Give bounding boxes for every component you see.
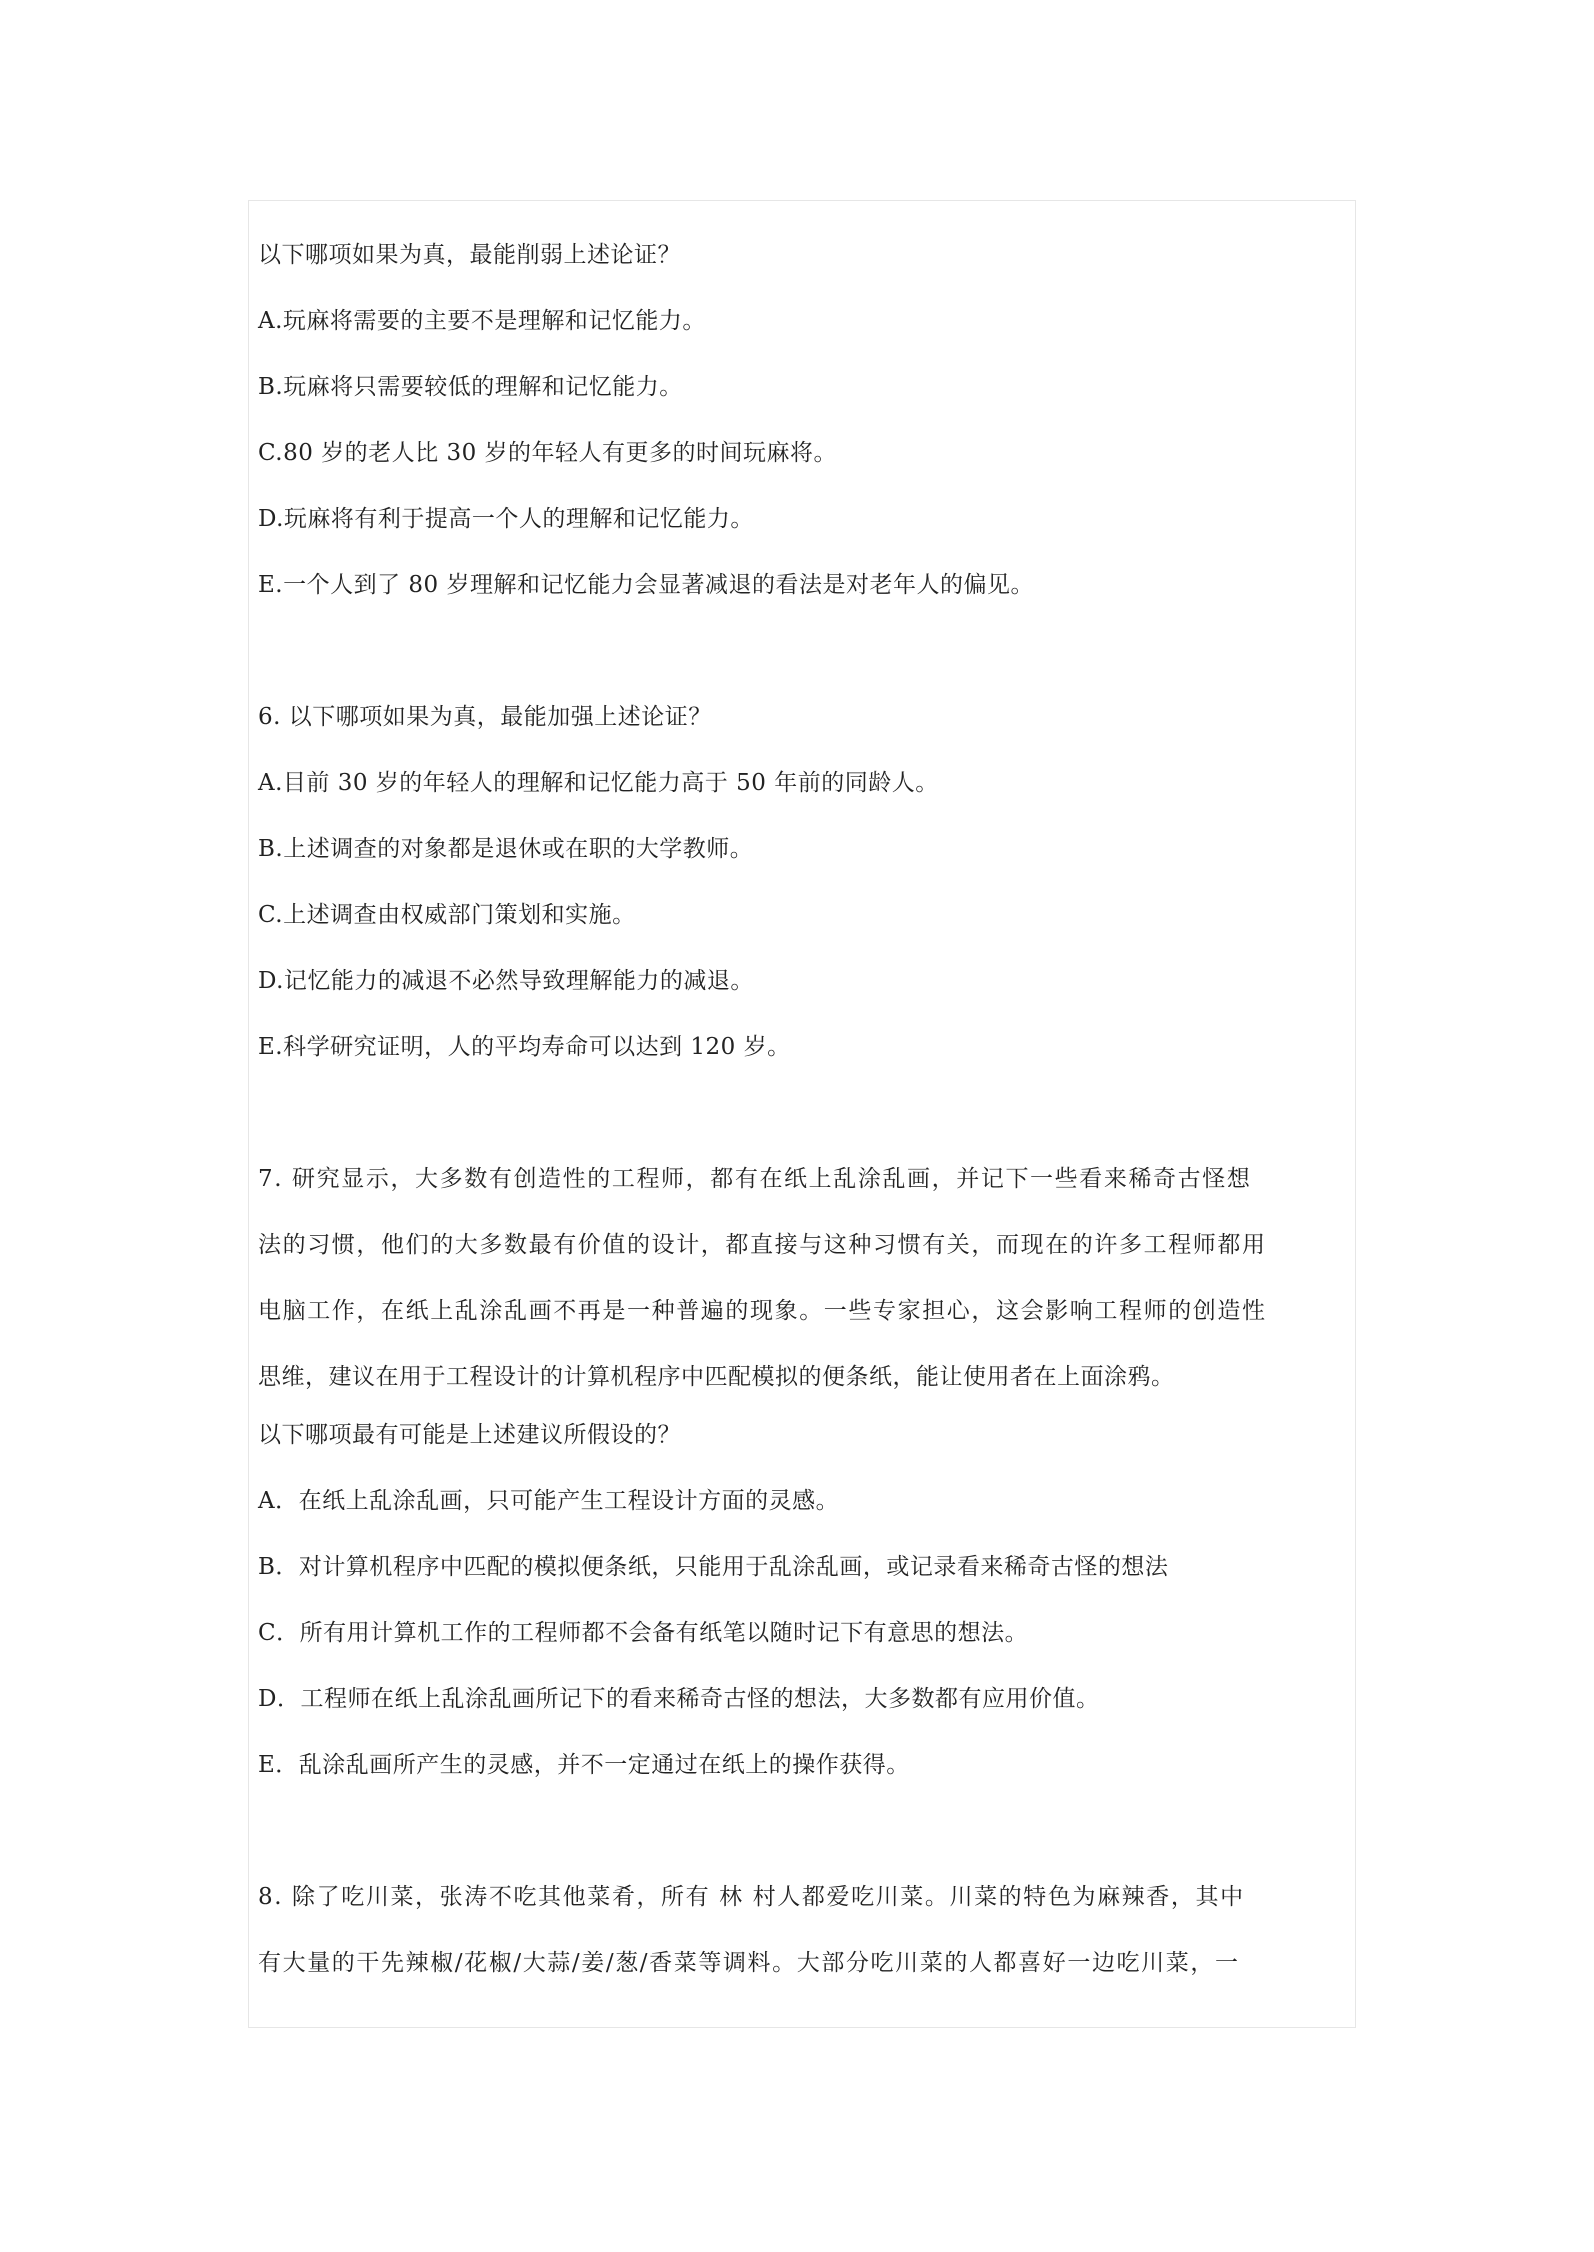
passage-line: 有大量的干先辣椒/花椒/大蒜/姜/葱/香菜等调料。大部分吃川菜的人都喜好一边吃川菜，一 xyxy=(258,1950,1240,1976)
question-block-6 xyxy=(258,684,1348,1080)
option-d: D．工程师在纸上乱涂乱画所记下的看来稀奇古怪的想法，大多数都有应用价值。 xyxy=(258,1686,1100,1712)
question-block-8 xyxy=(258,1864,1348,1996)
option-a: A.玩麻将需要的主要不是理解和记忆能力。 xyxy=(258,308,706,334)
spacer xyxy=(258,1798,1348,1864)
option-d: D.玩麻将有利于提高一个人的理解和记忆能力。 xyxy=(258,506,754,532)
passage-line: 法的习惯，他们的大多数最有价值的设计，都直接与这种习惯有关，而现在的许多工程师都用 xyxy=(258,1232,1267,1258)
option-e: E．乱涂乱画所产生的灵感，并不一定通过在纸上的操作获得。 xyxy=(258,1752,910,1778)
passage-line: 8. 除了吃川菜，张涛不吃其他菜肴，所有 林 村人都爱吃川菜。川菜的特色为麻辣香，其中 xyxy=(258,1884,1245,1910)
question-block-5 xyxy=(258,222,1348,618)
question-stem: 6. 以下哪项如果为真，最能加强上述论证？ xyxy=(258,704,712,730)
question-stem: 以下哪项如果为真，最能削弱上述论证？ xyxy=(258,242,681,268)
spacer xyxy=(258,618,1348,684)
option-a: A．在纸上乱涂乱画，只可能产生工程设计方面的灵感。 xyxy=(258,1488,840,1514)
option-e: E.科学研究证明，人的平均寿命可以达到 120 岁。 xyxy=(258,1034,791,1060)
question-block-7 xyxy=(258,1146,1348,1798)
question-stem: 以下哪项最有可能是上述建议所假设的？ xyxy=(258,1422,681,1448)
option-b: B.玩麻将只需要较低的理解和记忆能力。 xyxy=(258,374,683,400)
option-c: C．所有用计算机工作的工程师都不会备有纸笔以随时记下有意思的想法。 xyxy=(258,1620,1029,1646)
passage-line: 7. 研究显示，大多数有创造性的工程师，都有在纸上乱涂乱画，并记下一些看来稀奇古怪想 xyxy=(258,1166,1252,1192)
passage-line: 电脑工作，在纸上乱涂乱画不再是一种普遍的现象。一些专家担心，这会影响工程师的创造性 xyxy=(258,1298,1267,1324)
option-d: D.记忆能力的减退不必然导致理解能力的减退。 xyxy=(258,968,754,994)
spacer xyxy=(258,1080,1348,1146)
passage-line: 思维，建议在用于工程设计的计算机程序中匹配模拟的便条纸，能让使用者在上面涂鸦。 xyxy=(258,1364,1175,1390)
option-e: E.一个人到了 80 岁理解和记忆能力会显著减退的看法是对老年人的偏见。 xyxy=(258,572,1034,598)
option-b: B.上述调查的对象都是退休或在职的大学教师。 xyxy=(258,836,754,862)
option-a: A.目前 30 岁的年轻人的理解和记忆能力高于 50 年前的同龄人。 xyxy=(258,770,939,796)
option-c: C.上述调查由权威部门策划和实施。 xyxy=(258,902,636,928)
document-body xyxy=(258,222,1348,1996)
option-b: B．对计算机程序中匹配的模拟便条纸，只能用于乱涂乱画，或记录看来稀奇古怪的想法 xyxy=(258,1554,1169,1580)
option-c: C.80 岁的老人比 30 岁的年轻人有更多的时间玩麻将。 xyxy=(258,440,838,466)
